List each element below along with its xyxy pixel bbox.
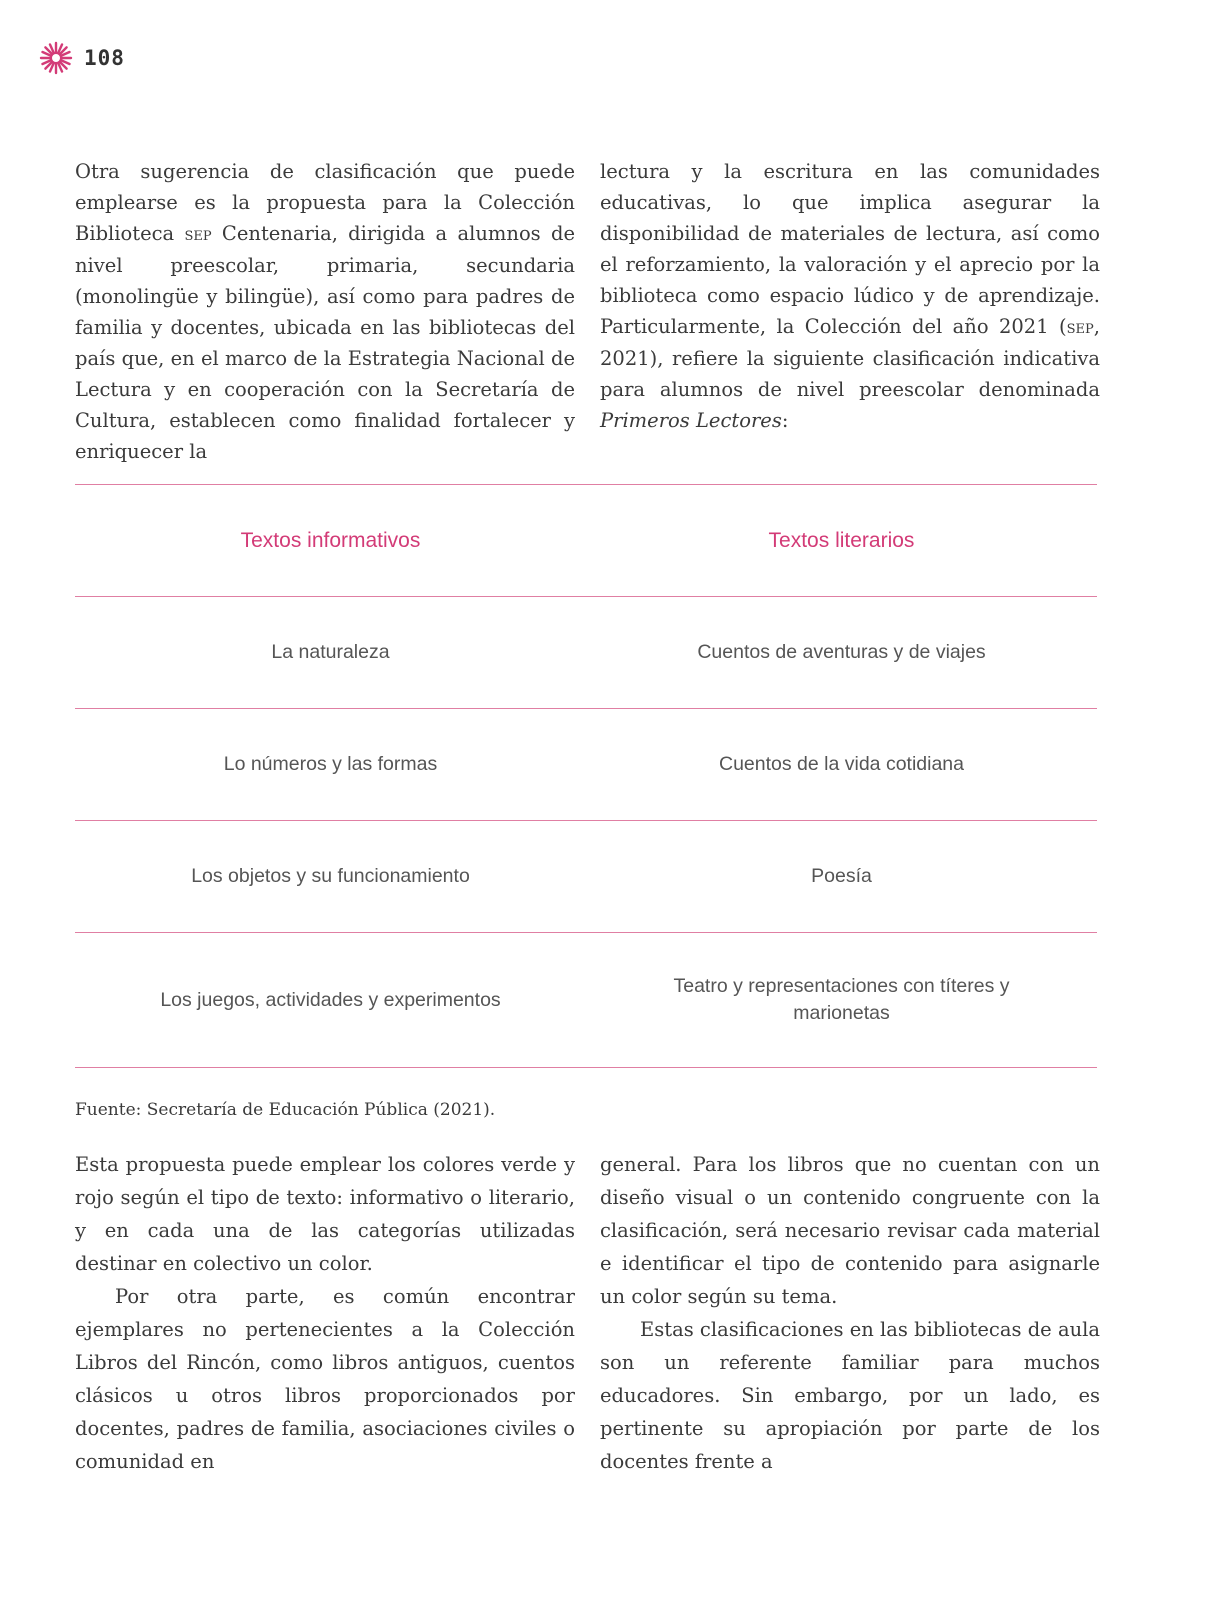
table-row: [75, 821, 1097, 933]
paragraph: lectura y la escritura en las comunidades educativas, lo que implica asegurar la disponibilidad de materiales de lectura, así como el reforzamiento, la valoración y el aprecio por la biblioteca como espacio lúdico y de aprendizaje. Particularmente, la Colección del año 2021 (sep, 2021), refiere la siguiente clasificación indicativa para alumnos de nivel preescolar denominada Primeros Lectores:: [600, 160, 1100, 432]
table-row: [75, 597, 1097, 709]
collection-title: Primeros Lectores: [600, 409, 782, 432]
bottom-left-column: [75, 1148, 575, 1478]
table-header-row: [75, 485, 1097, 597]
paragraph: Esta propuesta puede emplear los colores verde y rojo según el tipo de texto: informativo o literario, y en cada una de las categorías utilizadas destinar en colectivo un color.: [75, 1153, 575, 1275]
table-cell: Los juegos, actividades y experimentos: [160, 988, 501, 1011]
table-row: [75, 933, 1097, 1068]
asterisk-flower-icon: [38, 40, 74, 76]
table-cell: Lo números y las formas: [223, 753, 438, 775]
table-source: Fuente: Secretaría de Educación Pública (2021).: [75, 1100, 496, 1120]
bottom-right-column: [600, 1148, 1100, 1478]
paragraph: Otra sugerencia de clasificación que puede emplearse es la propuesta para la Colección Biblioteca sep Centenaria, dirigida a alumnos de nivel preescolar, primaria, secundaria (monolingüe y bilingüe), así como para padres de familia y docentes, ubicada en las bibliotecas del país que, en el marco de la Estrategia Nacional de Lectura y en cooperación con la Secretaría de Cultura, establecen como finalidad fortalecer y enriquecer la: [75, 160, 575, 463]
table-cell: Cuentos de aventuras y de viajes: [697, 641, 986, 663]
classification-table: [75, 484, 1097, 1068]
paragraph: Por otra parte, es común encontrar ejemplares no pertenecientes a la Colección Libros del Rincón, como libros antiguos, cuentos clásicos u otros libros proporcionados por docentes, padres de familia, asociaciones civiles o comunidad en: [75, 1285, 575, 1473]
header-literarios: Textos literarios: [768, 529, 915, 552]
page-number: 108: [84, 46, 125, 70]
table-cell: Poesía: [811, 865, 872, 887]
paragraph: general. Para los libros que no cuentan con un diseño visual o un contenido congruente con la clasificación, será necesario revisar cada material e identificar el tipo de contenido para asignarle un color según su tema.: [600, 1153, 1100, 1308]
top-left-column: [75, 156, 575, 467]
paragraph: Estas clasificaciones en las bibliotecas de aula son un referente familiar para muchos educadores. Sin embargo, por un lado, es pertinente su apropiación por parte de los docentes frente a: [600, 1318, 1100, 1473]
table-cell: Los objetos y su funcionamiento: [191, 865, 470, 887]
page-header: [38, 40, 125, 76]
table-row: [75, 709, 1097, 821]
table-cell: Teatro y representaciones con títeres y marionetas: [673, 975, 1010, 1024]
table-cell: La naturaleza: [271, 641, 390, 663]
sep-acronym: sep: [1066, 317, 1094, 338]
top-right-column: [600, 156, 1100, 436]
header-informativos: Textos informativos: [240, 529, 421, 552]
sep-acronym: sep: [184, 224, 212, 245]
table-cell: Cuentos de la vida cotidiana: [719, 753, 964, 775]
